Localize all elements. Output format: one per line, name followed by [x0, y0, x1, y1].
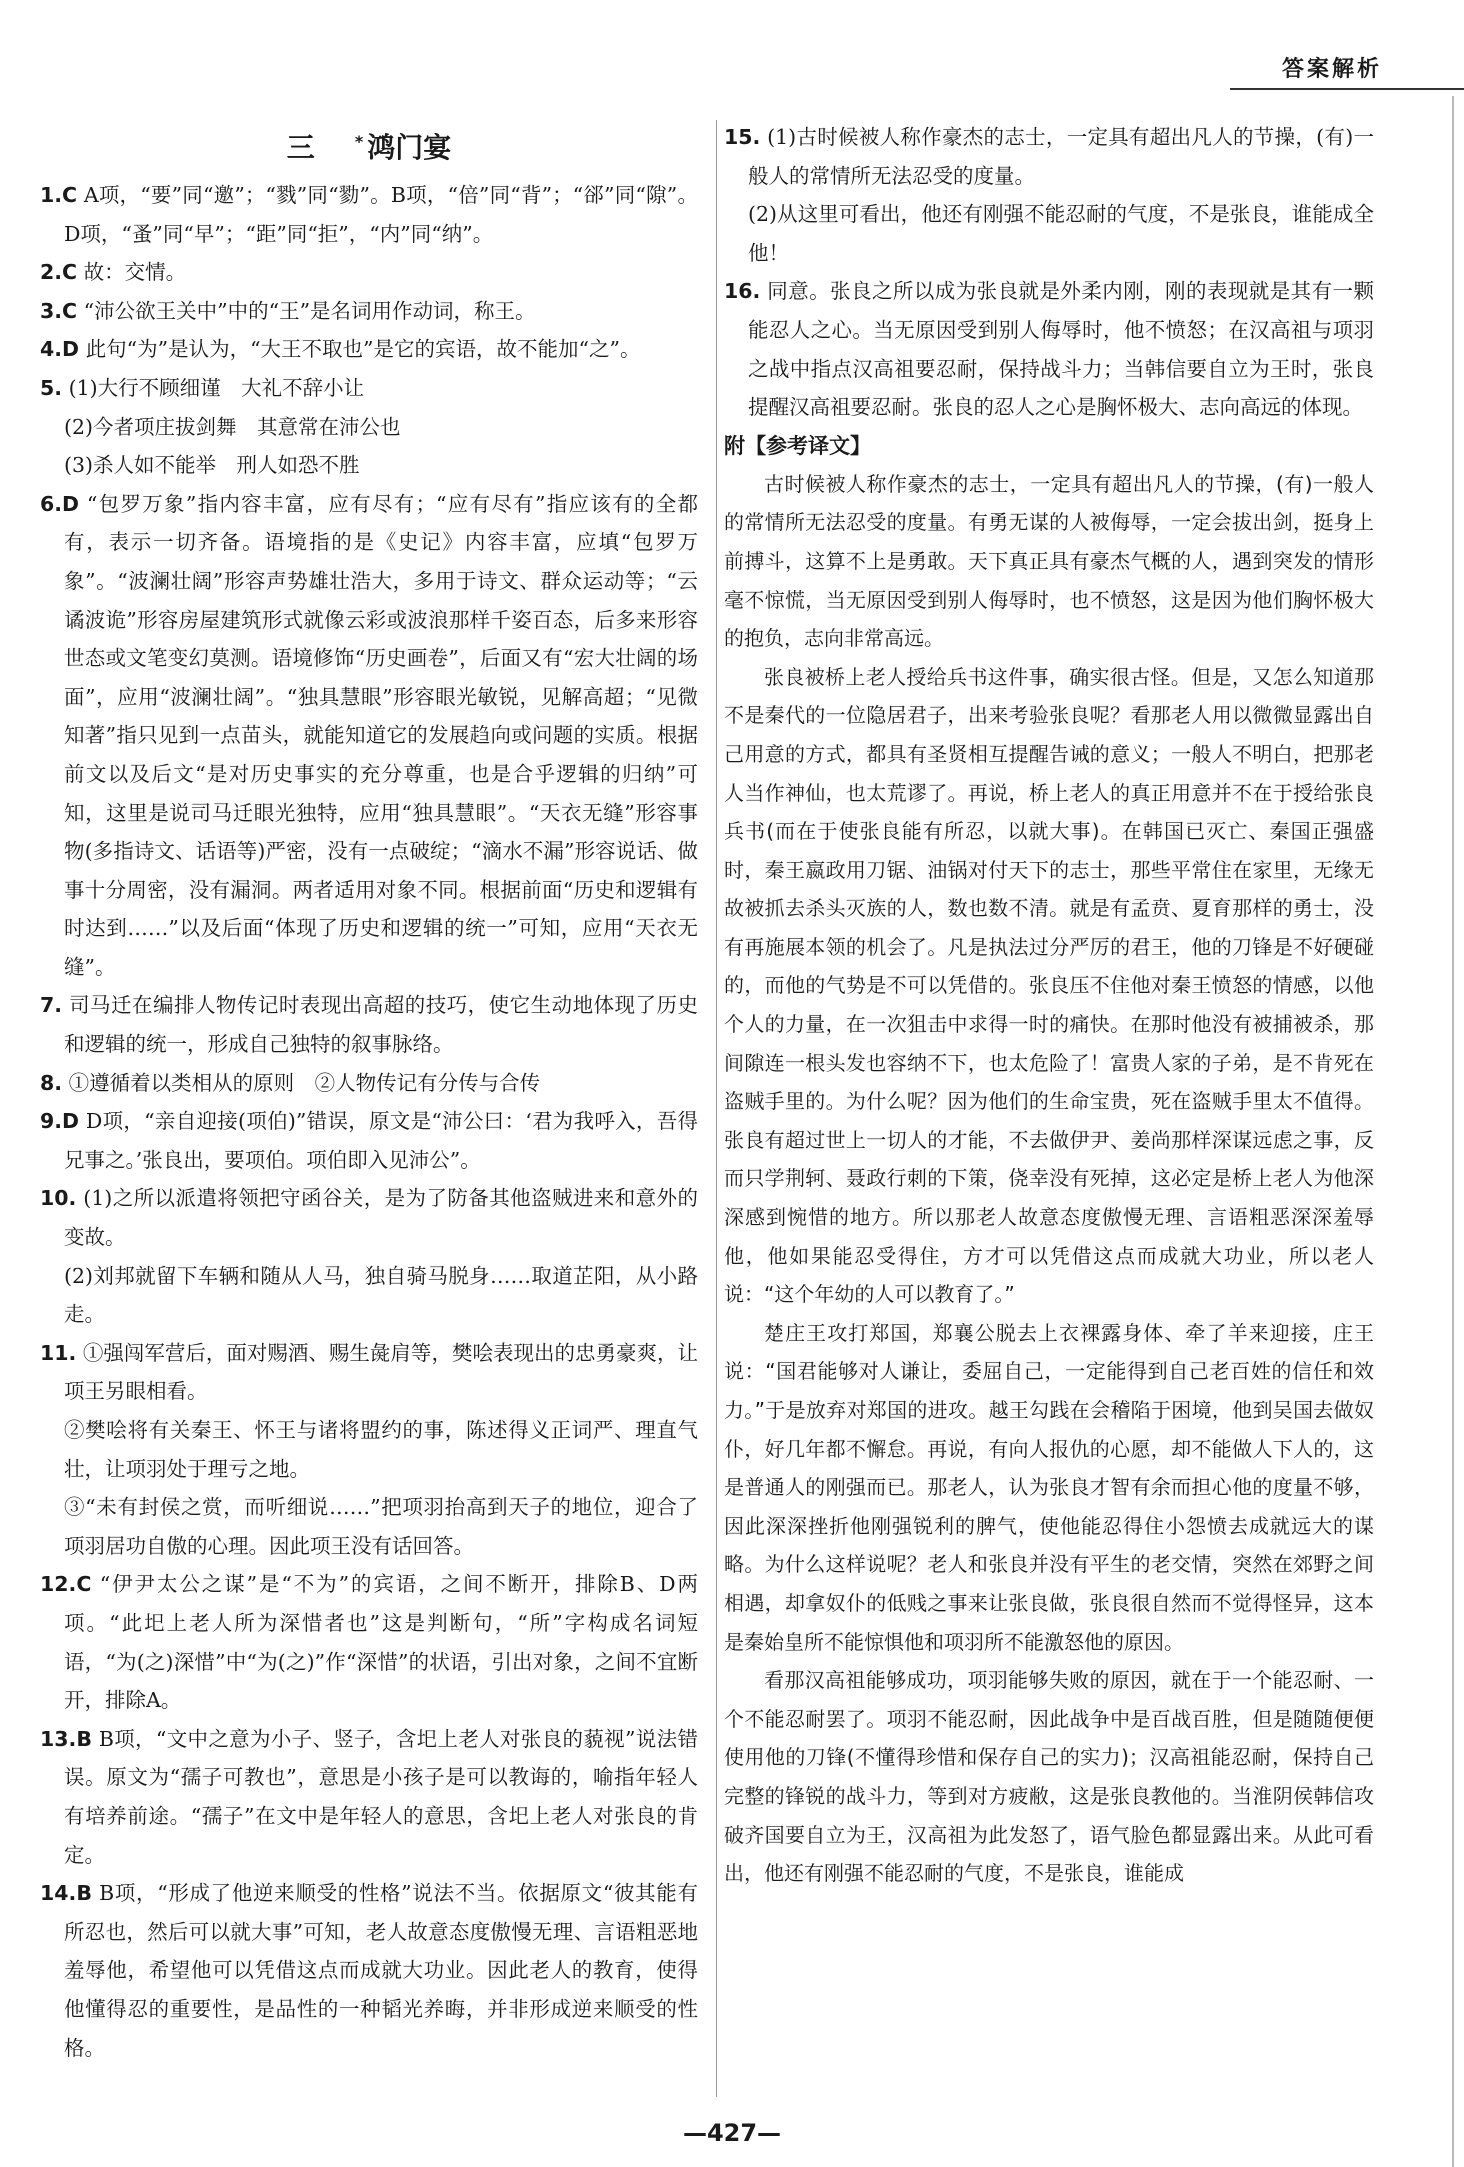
- answer-text: ①强闯军营后，面对赐酒、赐生彘肩等，樊哙表现出的忠勇豪爽，让项王另眼相看。 ②樊哙将有关秦王、怀王与诸将盟约的事，陈述得义正词严、理直气壮，让项羽处于理亏之地。 ③“未有封侯之赏，而听细说……”把项羽抬高到天子的地位，迎合了项羽居功自傲的心理。因此项王没有话回答。: [64, 1340, 698, 1558]
- answer-item: [40, 369, 698, 485]
- translation-paragraph: 看那汉高祖能够成功，项羽能够失败的原因，就在于一个能忍耐、一个不能忍耐罢了。项羽不能忍耐，因此战争中是百战百胜，但是随随便便使用他的刀锋(不懂得珍惜和保存自己的实力)；汉高祖能忍耐，保持自己完整的锋锐的战斗力，等到对方疲敝，这是张良教他的。当淮阴侯韩信攻破齐国要自立为王，汉高祖为此发怒了，语气脸色都显露出来。从此可看出，他还有刚强不能忍耐的气度，不是张良，谁能成: [724, 1668, 1374, 1886]
- answer-item: [40, 986, 698, 1063]
- answer-text: 司马迁在编排人物传记时表现出高超的技巧，使它生动地体现了历史和逻辑的统一，形成自己独特的叙事脉络。: [64, 993, 698, 1057]
- header-label: 答案解析: [1281, 57, 1382, 82]
- answer-number: 1.C: [40, 183, 78, 207]
- answer-item: [724, 118, 1374, 272]
- answer-item: [40, 176, 698, 253]
- answer-item: [40, 1102, 698, 1179]
- answer-number: 9.D: [40, 1109, 80, 1134]
- section-number: 三: [286, 131, 315, 164]
- answer-item: [40, 485, 698, 987]
- translation-heading: 附【参考译文】: [724, 433, 871, 458]
- answer-text: A项，“要”同“邀”；“戮”同“勠”。B项，“倍”同“背”；“郤”同“隙”。D项，“蚤”同“早”；“距”同“拒”，“内”同“纳”。: [64, 183, 698, 246]
- column-divider: [716, 120, 717, 2097]
- answer-number: 11.: [40, 1340, 77, 1365]
- answer-number: 15.: [724, 125, 761, 149]
- answer-number: 6.D: [40, 491, 80, 516]
- right-answer-list: [724, 118, 1374, 427]
- answer-item: [40, 1334, 698, 1566]
- answer-text: B项，“文中之意为小子、竖子，含圯上老人对张良的藐视”说法错误。原文为“孺子可教也”，意思是小孩子是可以教诲的，喻指年轻人有培养前途。“孺子”在文中是年轻人的意思，含圯上老人对张良的肯定。: [64, 1726, 698, 1867]
- answer-number: 5.: [40, 375, 63, 400]
- answer-item: [40, 330, 698, 369]
- section-star: *: [354, 131, 364, 151]
- section-title-text: 鸿门宴: [367, 131, 452, 164]
- page-number: —427—: [682, 2119, 782, 2147]
- answer-text: “包罗万象”指内容丰富，应有尽有；“应有尽有”指应该有的全都有，表示一切齐备。语境指的是《史记》内容丰富，应填“包罗万象”。“波澜壮阔”形容声势雄壮浩大，多用于诗文、群众运动等；“云谲波诡”形容房屋建筑形式就像云彩或波浪那样千姿百态，后多来形容世态或文笔变幻莫测。语境修饰“历史画卷”，后面又有“宏大壮阔的场面”，应用“波澜壮阔”。“独具慧眼”形容眼光敏锐，见解高超；“见微知著”指只见到一点苗头，就能知道它的发展趋向或问题的实质。根据前文以及后文“是对历史事实的充分尊重，也是合乎逻辑的归纳”可知，这里是说司马迁眼光独特，应用“独具慧眼”。“天衣无缝”形容事物(多指诗文、话语等)严密，没有一点破绽；“滴水不漏”形容说话、做事十分周密，没有漏洞。两者适用对象不同。根据前面“历史和逻辑有时达到……”以及后面“体现了历史和逻辑的统一”可知，应用“天衣无缝”。: [64, 491, 698, 979]
- answer-number: 12.C: [40, 1572, 92, 1597]
- answer-text: D项，“亲自迎接(项伯)”错误，原文是“沛公曰：‘君为我呼入，吾得兄事之。’张良出，要项伯。项伯即入见沛公”。: [64, 1109, 698, 1172]
- answer-text: 此句“为”是认为，“大王不取也”是它的宾语，故不能加“之”。: [85, 337, 641, 362]
- answer-text: (1)之所以派遣将领把守函谷关，是为了防备其他盗贼进来和意外的变故。 (2)刘邦就留下车辆和随从人马，独自骑马脱身……取道芷阳，从小路走。: [64, 1186, 698, 1327]
- answer-number: 10.: [40, 1186, 77, 1211]
- answer-item: [40, 1064, 698, 1103]
- answer-text: (1)大行不顾细谨 大礼不辞小让 (2)今者项庄拔剑舞 其意常在沛公也 (3)杀人如不能举 刑人如恐不胜: [64, 375, 401, 478]
- section-title: [40, 126, 698, 166]
- answer-item: [40, 1179, 698, 1333]
- translation-paragraph: 张良被桥上老人授给兵书这件事，确实很古怪。但是，又怎么知道那不是秦代的一位隐居君子，出来考验张良呢？看那老人用以微微显露出自己用意的方式，都具有圣贤相互提醒告诫的意义；一般人不明白，把那老人当作神仙，也太荒谬了。再说，桥上老人的真正用意并不在于授给张良兵书(而在于使张良能有所忍，以就大事)。在韩国已灭亡、秦国正强盛时，秦王嬴政用刀锯、油锅对付天下的志士，那些平常住在家里，无缘无故被抓去杀头灭族的人，数也数不清。就是有孟贲、夏育那样的勇士，没有再施展本领的机会了。凡是执法过分严厉的君王，他的刀锋是不好硬碰的，而他的气势是不可以凭借的。张良压不住他对秦王愤怒的情感，以他个人的力量，在一次狙击中求得一时的痛快。在那时他没有被捕被杀，那间隙连一根头发也容纳不下，也太危险了！富贵人家的子弟，是不肯死在盗贼手里的。为什么呢？因为他们的生命宝贵，死在盗贼手里太不值得。张良有超过世上一切人的才能，不去做伊尹、姜尚那样深谋远虑之事，反而只学荆轲、聂政行刺的下策，侥幸没有死掉，这必定是桥上老人为他深深感到惋惜的地方。所以那老人故意态度傲慢无理、言语粗恶深深羞辱他，他如果能忍受得住，方才可以凭借这点而成就大功业，所以老人说：“这个年幼的人可以教育了。”: [724, 664, 1374, 1307]
- answer-number: 2.C: [40, 260, 78, 285]
- answer-text: B项，“形成了他逆来顺受的性格”说法不当。依据原文“彼其能有所忍也，然后可以就大事”可知，老人故意态度傲慢无理、言语粗恶地羞辱他，希望他可以凭借这点而成就大功业。因此老人的教育，使得他懂得忍的重要性，是品性的一种韬光养晦，并非形成逆来顺受的性格。: [64, 1881, 698, 2060]
- answer-item: [40, 1874, 698, 2067]
- answer-number: 7.: [40, 993, 63, 1018]
- answer-item: [40, 292, 698, 331]
- answer-text: 同意。张良之所以成为张良就是外柔内刚，刚的表现就是其有一颗能忍人之心。当无原因受到别人侮辱时，他不愤怒；在汉高祖与项羽之战中指点汉高祖要忍耐，保持战斗力；当韩信要自立为王时，张良提醒汉高祖要忍耐。张良的忍人之心是胸怀极大、志向高远的体现。: [748, 279, 1374, 420]
- answer-number: 14.B: [40, 1881, 92, 1906]
- answer-text: 故：交情。: [83, 260, 187, 285]
- translation-paragraph: 古时候被人称作豪杰的志士，一定具有超出凡人的节操，(有)一般人的常情所无法忍受的度量。有勇无谋的人被侮辱，一定会拔出剑，挺身上前搏斗，这算不上是勇敢。天下真正具有豪杰气概的人，遇到突发的情形毫不惊慌，当无原因受到别人侮辱时，也不愤怒，这是因为他们胸怀极大的抱负，志向非常高远。: [724, 471, 1374, 651]
- left-answer-list: [40, 176, 698, 2067]
- header-rule: [1230, 88, 1464, 90]
- edge-rule: [1452, 96, 1454, 2167]
- right-column: [724, 118, 1374, 1893]
- answer-item: [40, 253, 698, 292]
- answer-item: [40, 1720, 698, 1874]
- answer-item: [724, 272, 1374, 426]
- answer-number: 8.: [40, 1070, 63, 1095]
- translation-body: [724, 465, 1374, 1893]
- answer-number: 16.: [724, 279, 761, 304]
- answer-text: “沛公欲王关中”中的“王”是名词用作动词，称王。: [83, 298, 536, 323]
- translation-paragraph: 楚庄王攻打郑国，郑襄公脱去上衣裸露身体、牵了羊来迎接，庄王说：“国君能够对人谦让，委屈自己，一定能得到自己老百姓的信任和效力。”于是放弃对郑国的进攻。越王勾践在会稽陷于困境，他到吴国去做奴仆，好几年都不懈怠。再说，有向人报仇的心愿，却不能做人下人的，这是普通人的刚强而已。那老人，认为张良才智有余而担心他的度量不够，因此深深挫折他刚强锐利的脾气，使他能忍得住小怨愤去成就远大的谋略。为什么这样说呢？老人和张良并没有平生的老交情，突然在郊野之间相遇，却拿奴仆的低贱之事来让张良做，张良很自然而不觉得怪异，这本是秦始皇所不能惊惧他和项羽所不能激怒他的原因。: [724, 1320, 1374, 1654]
- answer-item: [40, 1565, 698, 1719]
- answer-number: 3.C: [40, 298, 78, 323]
- left-column: [40, 118, 698, 2067]
- answer-text: ①遵循着以类相从的原则 ②人物传记有分传与合传: [68, 1070, 541, 1095]
- answer-text: (1)古时候被人称作豪杰的志士，一定具有超出凡人的节操，(有)一般人的常情所无法忍受的度量。 (2)从这里可看出，他还有刚强不能忍耐的气度，不是张良，谁能成全他！: [748, 125, 1374, 265]
- answer-number: 4.D: [40, 337, 80, 362]
- answer-number: 13.B: [40, 1726, 92, 1751]
- answer-text: “伊尹太公之谋”是“不为”的宾语，之间不断开，排除B、D两项。“此圯上老人所为深惜者也”这是判断句，“所”字构成名词短语，“为(之)深惜”中“为(之)”作“深惜”的状语，引出对象，之间不宜断开，排除A。: [64, 1572, 698, 1713]
